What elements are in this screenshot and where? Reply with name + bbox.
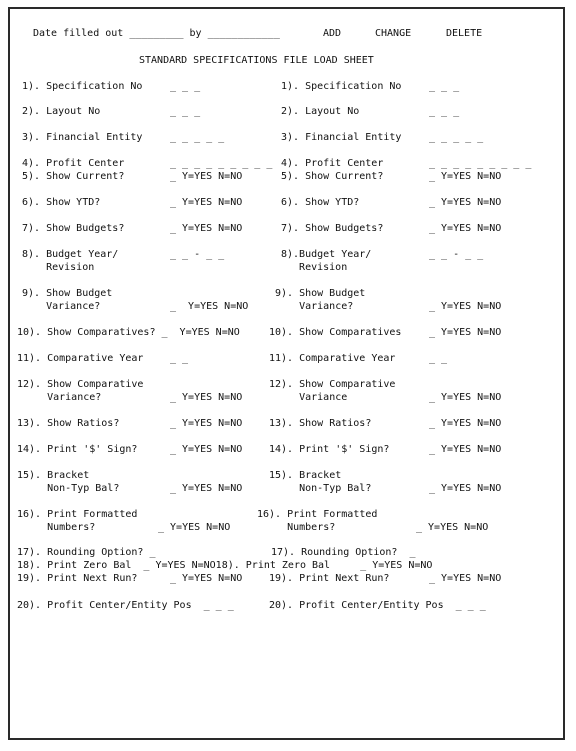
right-layout-no-label: 2). Layout No — [281, 106, 360, 117]
right-show-comp-variance-label: 12). Show Comparative Variance — [269, 379, 396, 403]
left-show-comp-variance-label: 12). Show Comparative Variance? — [17, 379, 144, 403]
right-show-budget-variance-field: _ Y=YES N=NO — [429, 301, 502, 312]
left-comparative-year-label: 11). Comparative Year — [17, 353, 144, 364]
right-layout-no-field: _ _ _ — [429, 106, 460, 117]
right-spec-no-field: _ _ _ — [429, 81, 460, 92]
left-print-next-run-field: _ Y=YES N=NO — [170, 573, 243, 584]
left-bracket-field: _ Y=YES N=NO — [170, 483, 243, 494]
change-option: CHANGE — [375, 28, 412, 39]
right-show-budgets-field: _ Y=YES N=NO — [429, 223, 502, 234]
left-spec-no-field: _ _ _ — [170, 81, 201, 92]
left-show-current-field: _ Y=YES N=NO — [170, 171, 243, 182]
left-show-ratios-label: 13). Show Ratios? — [17, 418, 120, 429]
right-profit-center-entity-pos-row: 20). Profit Center/Entity Pos _ _ _ — [269, 600, 486, 611]
left-show-ytd-label: 6). Show YTD? — [22, 197, 101, 208]
left-show-budget-variance-field: _ Y=YES N=NO — [170, 301, 249, 312]
right-bracket-label: 15). Bracket Non-Typ Bal? — [269, 470, 372, 494]
left-rounding-option-row: 17). Rounding Option? _ — [17, 547, 156, 558]
right-comparative-year-field: _ _ — [429, 353, 448, 364]
left-print-sign-field: _ Y=YES N=NO — [170, 444, 243, 455]
left-budget-year-field: _ _ - _ _ — [170, 249, 225, 260]
left-show-ratios-field: _ Y=YES N=NO — [170, 418, 243, 429]
right-show-budgets-label: 7). Show Budgets? — [281, 223, 384, 234]
print-zero-bal-row: 18). Print Zero Bal _ Y=YES N=NO18). Print Zero Bal _ Y=YES N=NO — [17, 560, 433, 571]
left-show-current-label: 5). Show Current? — [22, 171, 125, 182]
right-show-comparatives-field: _ Y=YES N=NO — [429, 327, 502, 338]
right-profit-center-field: _ _ _ _ _ _ _ _ _ — [429, 158, 532, 169]
left-profit-center-entity-pos-row: 20). Profit Center/Entity Pos _ _ _ — [17, 600, 234, 611]
right-budget-year-label: 8).Budget Year/ Revision — [281, 249, 372, 273]
left-budget-year-label: 8). Budget Year/ Revision — [22, 249, 119, 273]
left-financial-entity-label: 3). Financial Entity — [22, 132, 143, 143]
left-show-budgets-label: 7). Show Budgets? — [22, 223, 125, 234]
right-print-formatted-field: _ Y=YES N=NO — [416, 522, 489, 533]
right-show-ytd-label: 6). Show YTD? — [281, 197, 360, 208]
date-filled-out-line: Date filled out _________ by ____________ — [33, 28, 280, 39]
right-print-sign-label: 14). Print '$' Sign? — [269, 444, 390, 455]
right-show-ytd-field: _ Y=YES N=NO — [429, 197, 502, 208]
right-print-next-run-field: _ Y=YES N=NO — [429, 573, 502, 584]
right-comparative-year-label: 11). Comparative Year — [269, 353, 396, 364]
left-layout-no-label: 2). Layout No — [22, 106, 101, 117]
left-print-formatted-field: _ Y=YES N=NO — [158, 522, 231, 533]
delete-option: DELETE — [446, 28, 483, 39]
right-show-current-field: _ Y=YES N=NO — [429, 171, 502, 182]
right-show-ratios-field: _ Y=YES N=NO — [429, 418, 502, 429]
left-show-comparatives-row: 10). Show Comparatives? _ Y=YES N=NO — [17, 327, 240, 338]
right-print-formatted-label: 16). Print Formatted Numbers? — [257, 509, 378, 533]
right-show-budget-variance-label: 9). Show Budget Variance? — [275, 288, 366, 312]
right-rounding-option-row: 17). Rounding Option? _ — [271, 547, 416, 558]
right-bracket-field: _ Y=YES N=NO — [429, 483, 502, 494]
right-budget-year-field: _ _ - _ _ — [429, 249, 484, 260]
right-financial-entity-label: 3). Financial Entity — [281, 132, 402, 143]
left-bracket-label: 15). Bracket Non-Typ Bal? — [17, 470, 120, 494]
left-show-comp-variance-field: _ Y=YES N=NO — [170, 392, 243, 403]
right-show-comp-variance-field: _ Y=YES N=NO — [429, 392, 502, 403]
left-profit-center-label: 4). Profit Center — [22, 158, 125, 169]
right-spec-no-label: 1). Specification No — [281, 81, 402, 92]
left-show-budgets-field: _ Y=YES N=NO — [170, 223, 243, 234]
left-show-budget-variance-label: 9). Show Budget Variance? — [22, 288, 113, 312]
right-show-comparatives-label: 10). Show Comparatives — [269, 327, 402, 338]
left-financial-entity-field: _ _ _ _ _ — [170, 132, 225, 143]
right-show-current-label: 5). Show Current? — [281, 171, 384, 182]
right-print-next-run-label: 19). Print Next Run? — [269, 573, 390, 584]
sheet-title: STANDARD SPECIFICATIONS FILE LOAD SHEET — [139, 55, 374, 66]
right-financial-entity-field: _ _ _ _ _ — [429, 132, 484, 143]
left-profit-center-field: _ _ _ _ _ _ _ _ _ — [170, 158, 273, 169]
left-print-formatted-label: 16). Print Formatted Numbers? — [17, 509, 138, 533]
left-spec-no-label: 1). Specification No — [22, 81, 143, 92]
right-show-ratios-label: 13). Show Ratios? — [269, 418, 372, 429]
left-show-ytd-field: _ Y=YES N=NO — [170, 197, 243, 208]
right-profit-center-label: 4). Profit Center — [281, 158, 384, 169]
left-print-next-run-label: 19). Print Next Run? — [17, 573, 138, 584]
left-layout-no-field: _ _ _ — [170, 106, 201, 117]
add-option: ADD — [323, 28, 342, 39]
left-comparative-year-field: _ _ — [170, 353, 189, 364]
right-print-sign-field: _ Y=YES N=NO — [429, 444, 502, 455]
left-print-sign-label: 14). Print '$' Sign? — [17, 444, 138, 455]
